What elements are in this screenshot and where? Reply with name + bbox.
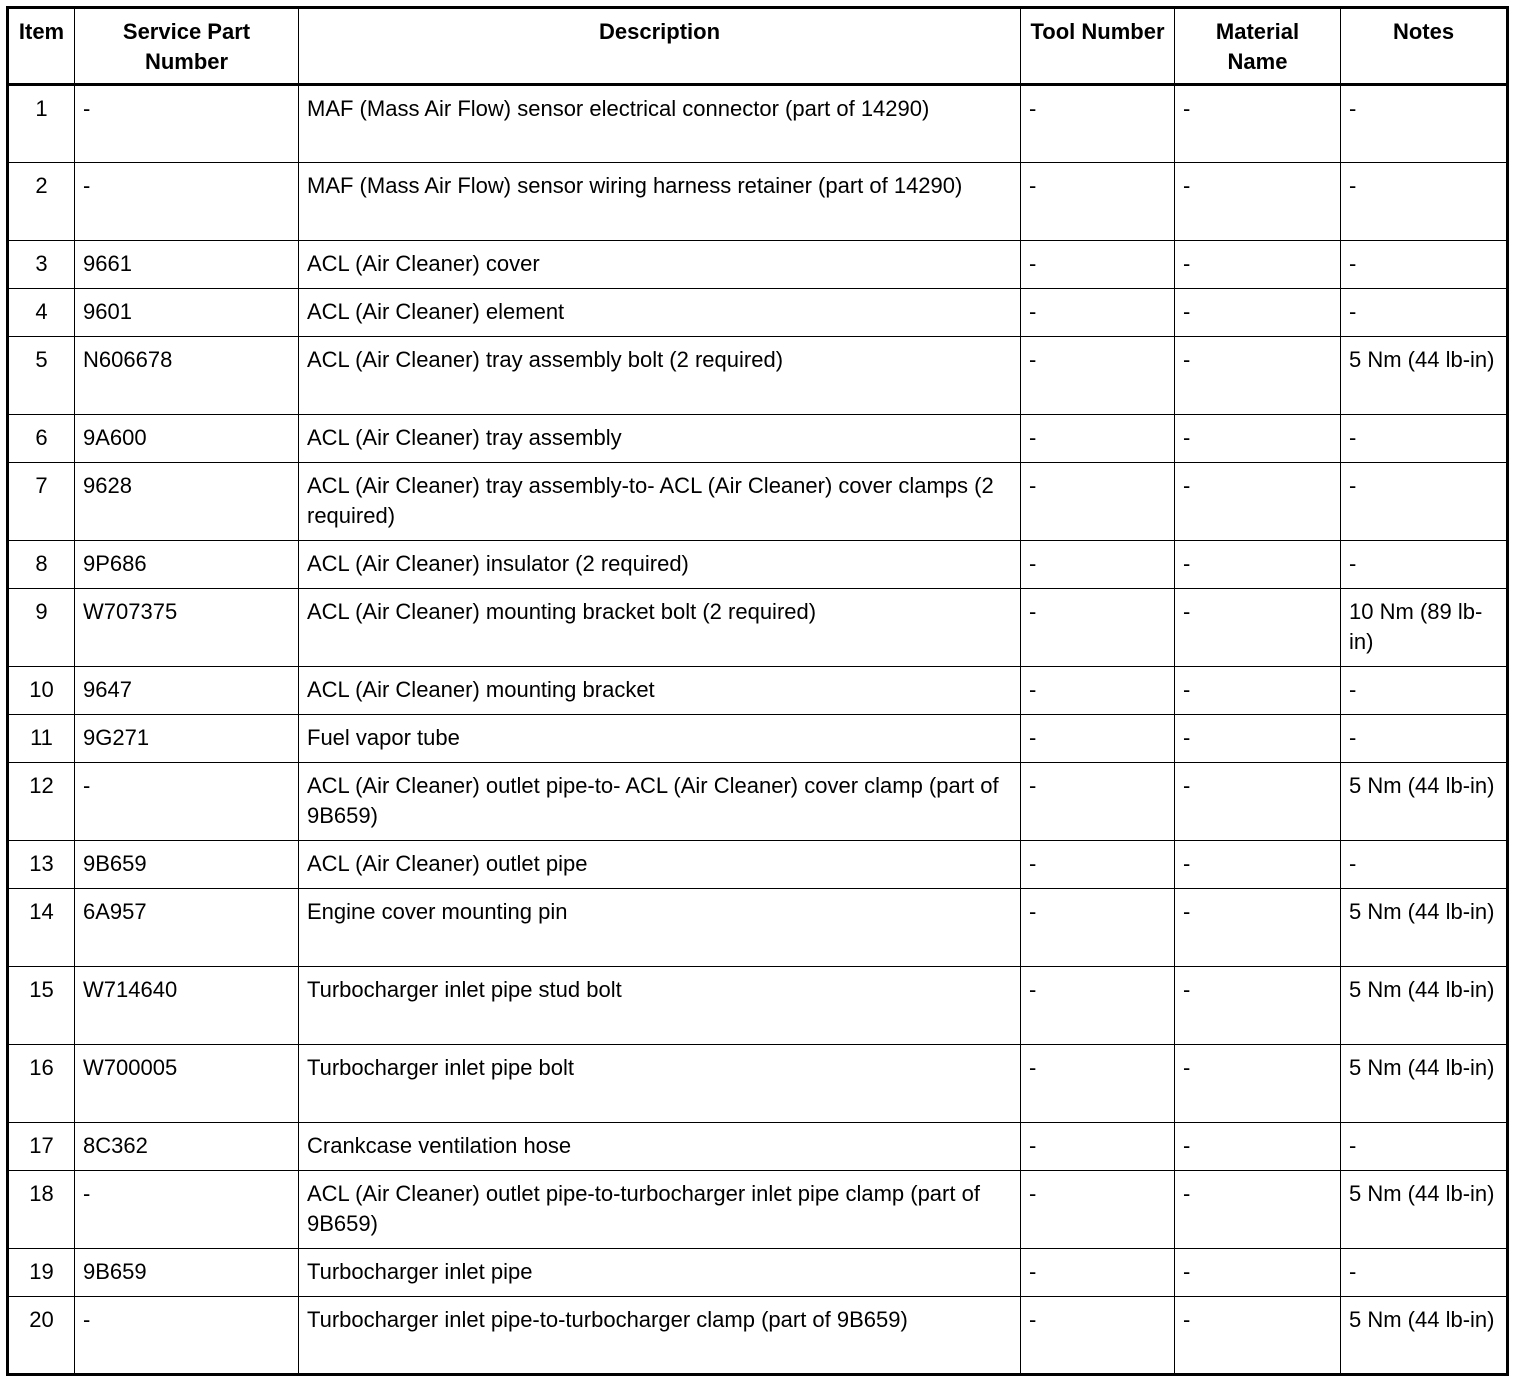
- header-material-name: Material Name: [1175, 8, 1341, 85]
- cell-description: ACL (Air Cleaner) cover: [299, 241, 1021, 289]
- cell-description: ACL (Air Cleaner) tray assembly-to- ACL (Air Cleaner) cover clamps (2 required): [299, 463, 1021, 541]
- cell-description: Engine cover mounting pin: [299, 889, 1021, 967]
- cell-tool-number: -: [1021, 763, 1175, 841]
- table-row: [8, 763, 1508, 841]
- cell-item: 7: [8, 463, 75, 541]
- header-tool-number: Tool Number: [1021, 8, 1175, 85]
- cell-tool-number: -: [1021, 1249, 1175, 1297]
- cell-description: ACL (Air Cleaner) outlet pipe-to- ACL (Air Cleaner) cover clamp (part of 9B659): [299, 763, 1021, 841]
- cell-notes: -: [1341, 667, 1508, 715]
- cell-item: 18: [8, 1171, 75, 1249]
- header-item: Item: [8, 8, 75, 85]
- cell-notes: 5 Nm (44 lb-in): [1341, 967, 1508, 1045]
- cell-material-name: -: [1175, 1249, 1341, 1297]
- cell-material-name: -: [1175, 667, 1341, 715]
- cell-tool-number: -: [1021, 1171, 1175, 1249]
- cell-material-name: -: [1175, 163, 1341, 241]
- cell-description: ACL (Air Cleaner) tray assembly: [299, 415, 1021, 463]
- cell-tool-number: -: [1021, 463, 1175, 541]
- cell-description: MAF (Mass Air Flow) sensor wiring harness retainer (part of 14290): [299, 163, 1021, 241]
- table-row: [8, 889, 1508, 967]
- cell-item: 10: [8, 667, 75, 715]
- cell-item: 15: [8, 967, 75, 1045]
- cell-material-name: -: [1175, 337, 1341, 415]
- cell-tool-number: -: [1021, 1297, 1175, 1375]
- cell-material-name: -: [1175, 541, 1341, 589]
- cell-item: 5: [8, 337, 75, 415]
- cell-service-part-number: N606678: [75, 337, 299, 415]
- table-row: [8, 589, 1508, 667]
- header-description: Description: [299, 8, 1021, 85]
- cell-service-part-number: 9G271: [75, 715, 299, 763]
- cell-tool-number: -: [1021, 1045, 1175, 1123]
- cell-service-part-number: 9B659: [75, 1249, 299, 1297]
- cell-tool-number: -: [1021, 667, 1175, 715]
- cell-item: 11: [8, 715, 75, 763]
- cell-notes: -: [1341, 541, 1508, 589]
- cell-material-name: -: [1175, 1123, 1341, 1171]
- cell-notes: 10 Nm (89 lb-in): [1341, 589, 1508, 667]
- cell-material-name: -: [1175, 715, 1341, 763]
- cell-description: ACL (Air Cleaner) insulator (2 required): [299, 541, 1021, 589]
- cell-notes: -: [1341, 1249, 1508, 1297]
- cell-service-part-number: 9B659: [75, 841, 299, 889]
- cell-tool-number: -: [1021, 241, 1175, 289]
- table-row: [8, 667, 1508, 715]
- cell-service-part-number: 6A957: [75, 889, 299, 967]
- cell-description: ACL (Air Cleaner) mounting bracket bolt (2 required): [299, 589, 1021, 667]
- table-row: [8, 1045, 1508, 1123]
- cell-tool-number: -: [1021, 415, 1175, 463]
- cell-material-name: -: [1175, 589, 1341, 667]
- cell-service-part-number: -: [75, 763, 299, 841]
- cell-service-part-number: 9601: [75, 289, 299, 337]
- table-row: [8, 541, 1508, 589]
- cell-service-part-number: -: [75, 1171, 299, 1249]
- cell-item: 17: [8, 1123, 75, 1171]
- table-header: [8, 8, 1508, 85]
- cell-notes: -: [1341, 163, 1508, 241]
- cell-material-name: -: [1175, 463, 1341, 541]
- cell-service-part-number: 9628: [75, 463, 299, 541]
- cell-notes: -: [1341, 289, 1508, 337]
- cell-tool-number: -: [1021, 967, 1175, 1045]
- cell-notes: -: [1341, 463, 1508, 541]
- cell-material-name: -: [1175, 85, 1341, 163]
- cell-notes: 5 Nm (44 lb-in): [1341, 337, 1508, 415]
- cell-service-part-number: W714640: [75, 967, 299, 1045]
- cell-tool-number: -: [1021, 841, 1175, 889]
- table-row: [8, 1123, 1508, 1171]
- cell-notes: -: [1341, 1123, 1508, 1171]
- cell-item: 12: [8, 763, 75, 841]
- cell-material-name: -: [1175, 841, 1341, 889]
- table-row: [8, 1249, 1508, 1297]
- cell-material-name: -: [1175, 1171, 1341, 1249]
- cell-notes: -: [1341, 241, 1508, 289]
- cell-description: ACL (Air Cleaner) element: [299, 289, 1021, 337]
- cell-service-part-number: 9P686: [75, 541, 299, 589]
- cell-notes: -: [1341, 841, 1508, 889]
- cell-material-name: -: [1175, 1045, 1341, 1123]
- cell-tool-number: -: [1021, 589, 1175, 667]
- cell-service-part-number: W707375: [75, 589, 299, 667]
- cell-item: 14: [8, 889, 75, 967]
- cell-service-part-number: -: [75, 85, 299, 163]
- cell-service-part-number: W700005: [75, 1045, 299, 1123]
- cell-tool-number: -: [1021, 715, 1175, 763]
- cell-service-part-number: -: [75, 163, 299, 241]
- cell-item: 19: [8, 1249, 75, 1297]
- cell-material-name: -: [1175, 241, 1341, 289]
- cell-notes: 5 Nm (44 lb-in): [1341, 763, 1508, 841]
- cell-description: ACL (Air Cleaner) tray assembly bolt (2 required): [299, 337, 1021, 415]
- cell-description: ACL (Air Cleaner) outlet pipe: [299, 841, 1021, 889]
- cell-item: 16: [8, 1045, 75, 1123]
- table-row: [8, 967, 1508, 1045]
- cell-description: ACL (Air Cleaner) outlet pipe-to-turbocharger inlet pipe clamp (part of 9B659): [299, 1171, 1021, 1249]
- cell-material-name: -: [1175, 289, 1341, 337]
- cell-item: 9: [8, 589, 75, 667]
- cell-description: ACL (Air Cleaner) mounting bracket: [299, 667, 1021, 715]
- cell-notes: 5 Nm (44 lb-in): [1341, 1171, 1508, 1249]
- table-row: [8, 841, 1508, 889]
- header-notes: Notes: [1341, 8, 1508, 85]
- cell-notes: 5 Nm (44 lb-in): [1341, 1297, 1508, 1375]
- cell-item: 8: [8, 541, 75, 589]
- parts-table: [6, 6, 1509, 1376]
- table-row: [8, 163, 1508, 241]
- cell-service-part-number: 9647: [75, 667, 299, 715]
- cell-tool-number: -: [1021, 289, 1175, 337]
- cell-tool-number: -: [1021, 85, 1175, 163]
- cell-material-name: -: [1175, 415, 1341, 463]
- cell-description: Turbocharger inlet pipe: [299, 1249, 1021, 1297]
- header-service-part-number: Service Part Number: [75, 8, 299, 85]
- cell-description: Crankcase ventilation hose: [299, 1123, 1021, 1171]
- cell-description: Turbocharger inlet pipe bolt: [299, 1045, 1021, 1123]
- cell-item: 2: [8, 163, 75, 241]
- cell-notes: -: [1341, 415, 1508, 463]
- cell-notes: -: [1341, 85, 1508, 163]
- cell-material-name: -: [1175, 1297, 1341, 1375]
- table-row: [8, 715, 1508, 763]
- cell-material-name: -: [1175, 967, 1341, 1045]
- cell-item: 13: [8, 841, 75, 889]
- table-row: [8, 1297, 1508, 1375]
- table-row: [8, 289, 1508, 337]
- table-row: [8, 463, 1508, 541]
- cell-material-name: -: [1175, 889, 1341, 967]
- cell-item: 6: [8, 415, 75, 463]
- table-row: [8, 337, 1508, 415]
- table-body: [8, 85, 1508, 1375]
- cell-material-name: -: [1175, 763, 1341, 841]
- cell-description: Turbocharger inlet pipe stud bolt: [299, 967, 1021, 1045]
- table-row: [8, 241, 1508, 289]
- cell-tool-number: -: [1021, 541, 1175, 589]
- cell-tool-number: -: [1021, 337, 1175, 415]
- cell-notes: 5 Nm (44 lb-in): [1341, 889, 1508, 967]
- cell-item: 3: [8, 241, 75, 289]
- parts-table-container: [6, 6, 1509, 1376]
- cell-item: 1: [8, 85, 75, 163]
- cell-notes: -: [1341, 715, 1508, 763]
- cell-tool-number: -: [1021, 889, 1175, 967]
- cell-description: Fuel vapor tube: [299, 715, 1021, 763]
- cell-service-part-number: 8C362: [75, 1123, 299, 1171]
- cell-description: Turbocharger inlet pipe-to-turbocharger clamp (part of 9B659): [299, 1297, 1021, 1375]
- table-row: [8, 415, 1508, 463]
- cell-item: 20: [8, 1297, 75, 1375]
- table-row: [8, 1171, 1508, 1249]
- cell-item: 4: [8, 289, 75, 337]
- header-row: [8, 8, 1508, 85]
- cell-notes: 5 Nm (44 lb-in): [1341, 1045, 1508, 1123]
- cell-service-part-number: 9A600: [75, 415, 299, 463]
- cell-service-part-number: -: [75, 1297, 299, 1375]
- table-row: [8, 85, 1508, 163]
- cell-description: MAF (Mass Air Flow) sensor electrical connector (part of 14290): [299, 85, 1021, 163]
- cell-tool-number: -: [1021, 1123, 1175, 1171]
- cell-service-part-number: 9661: [75, 241, 299, 289]
- cell-tool-number: -: [1021, 163, 1175, 241]
